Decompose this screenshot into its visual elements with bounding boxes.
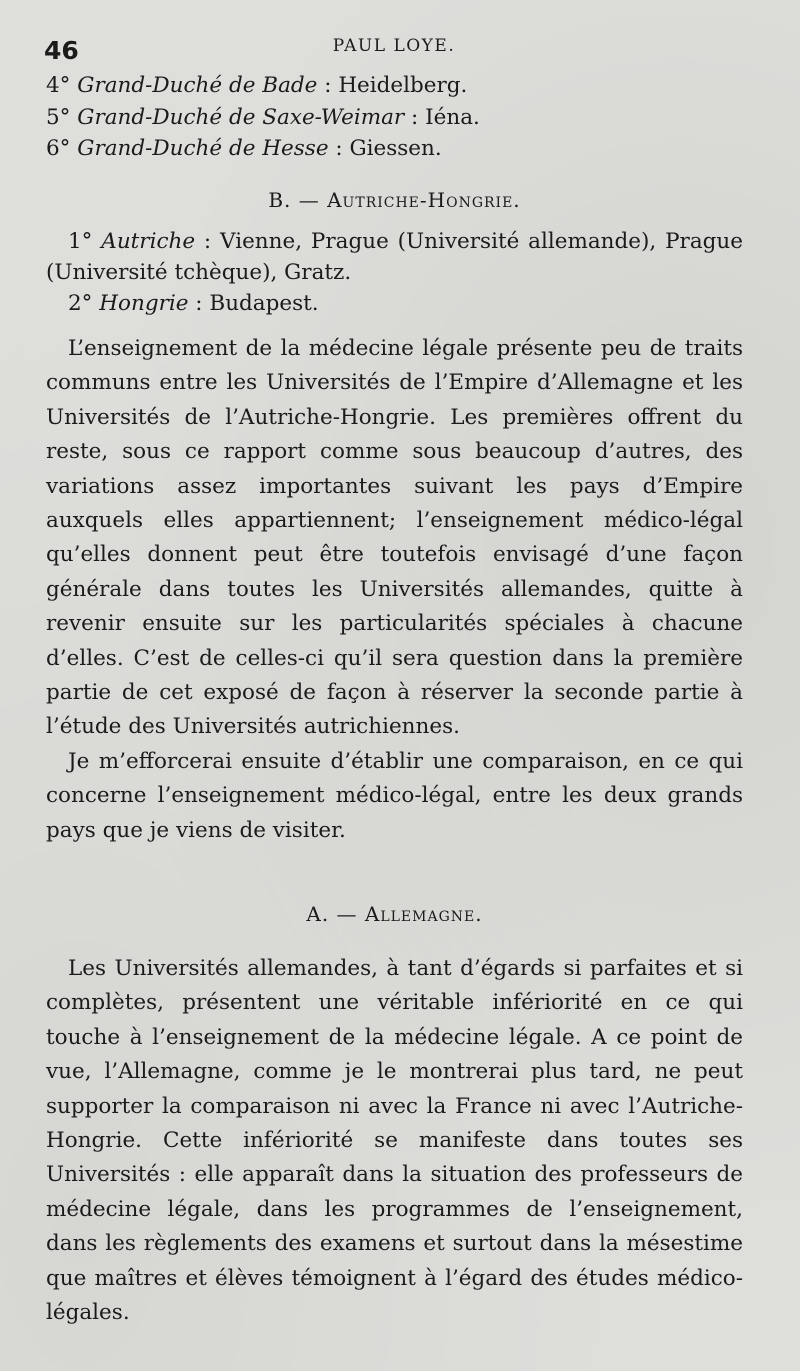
paragraph: Les Universités allemandes, à tant d’égards si parfaites et si complètes, présentent une véritable infériorité en ce qui touche à l’enseignement de la médecine légale. A ce point de vue, l’Allemagne, comme je le montrerai plus tard, ne peut supporter la comparaison ni avec la France ni avec l’Autriche-Hongrie. Cette infériorité se manifeste dans toutes ses Universités : elle apparaît dans la situation des professeurs de médecine légale, dans les programmes de l’enseignement, dans les règlements des examens et surtout dans la mésestime que maîtres et élèves témoignent à l’égard des études médico-légales. (46, 956, 743, 1326)
list-item-cities: Vienne, Prague (Université allemande), Prague (Université tchèque), Gratz. (46, 229, 743, 285)
section-title: Autriche-Hongrie. (327, 188, 521, 212)
list-item (46, 133, 743, 165)
list-item-number: 1° (68, 229, 93, 254)
list-item (46, 70, 743, 102)
page-number: 46 (44, 36, 79, 65)
list-item-state: Grand-Duché de Hesse (77, 136, 329, 161)
section-title: Allemagne. (364, 902, 483, 926)
section-letter: B. — (268, 188, 328, 212)
paragraph: Je m’efforcerai ensuite d’établir une comparaison, en ce qui concerne l’enseignement médico-légal, entre les deux grands pays que je viens de visiter. (46, 748, 743, 843)
list-item-separator: : (404, 104, 426, 130)
list-item (46, 102, 743, 134)
list-item-number: 2° (68, 291, 93, 316)
list-item-separator: : (317, 73, 339, 98)
list-item-cities: Giessen. (349, 136, 442, 161)
list-item-separator: : (188, 291, 210, 316)
list-item-cities: Heidelberg. (338, 73, 468, 98)
list-item (46, 226, 743, 288)
section-letter: A. — (306, 902, 365, 926)
list-item-state: Autriche (101, 229, 196, 254)
university-list-germany (46, 70, 743, 165)
list-item-separator: : (328, 136, 350, 161)
list-item-state: Grand-Duché de Saxe-Weimar (77, 104, 405, 130)
list-item-state: Grand-Duché de Bade (77, 73, 318, 98)
university-list-austria-hungary (46, 226, 743, 319)
list-item-number: 4° (46, 73, 71, 98)
list-item-cities: Budapest. (209, 291, 319, 316)
paragraph: L’enseignement de la médecine légale présente peu de traits communs entre les Universités de l’Empire d’Allemagne et les Universités de l’Autriche-Hongrie. Les premières offrent du reste, sous ce rapport comme sous beaucoup d’autres, des variations assez importantes suivant les pays d’Empire auxquels elles appartiennent; l’enseignement médico-légal qu’elles donnent peut être toutefois envisagé d’une façon générale dans toutes les Universités allemandes, quitte à revenir ensuite sur les particularités spéciales à chacune d’elles. C’est de celles-ci qu’il sera question dans la première partie de cet exposé de façon à réserver la seconde partie à l’étude des Universités autrichiennes. (46, 336, 743, 740)
running-head (44, 28, 744, 64)
list-item-number: 5° (46, 104, 71, 130)
list-item-separator: : (195, 229, 221, 254)
section-heading-a (46, 902, 743, 926)
list-item (46, 288, 743, 319)
section-heading-b (46, 188, 743, 212)
list-item-state: Hongrie (99, 291, 189, 316)
germany-body (46, 952, 743, 1330)
list-item-cities: Iéna. (425, 104, 480, 130)
list-item-number: 6° (46, 136, 71, 161)
intro-body (46, 332, 743, 848)
running-head-author: PAUL LOYE. (332, 36, 456, 56)
